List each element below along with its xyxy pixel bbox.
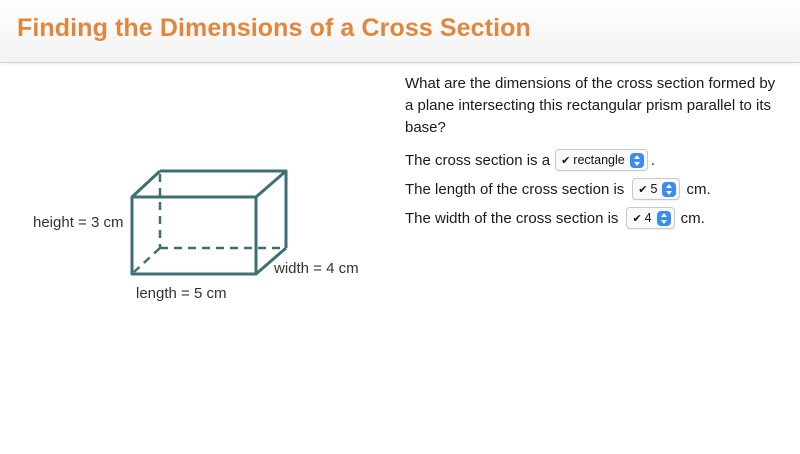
shape-dropdown[interactable] — [555, 149, 648, 171]
width-dropdown[interactable] — [626, 207, 674, 229]
length-suffix: cm. — [686, 180, 711, 198]
up-down-chevron-icon — [662, 182, 676, 197]
prism-front-face — [132, 197, 256, 274]
prism-hidden-depth-edge — [134, 248, 160, 272]
checkmark-icon: ✔ — [638, 183, 648, 196]
prism-top-right-edge — [256, 171, 286, 197]
length-answer-line — [405, 178, 711, 200]
shape-prefix: The cross section is a — [405, 151, 551, 169]
page-title: Finding the Dimensions of a Cross Section — [17, 14, 531, 42]
width-label: width = 4 cm — [274, 260, 359, 277]
prism-back-top-edge — [160, 171, 286, 248]
checkmark-icon: ✔ — [561, 154, 571, 167]
question-text: What are the dimensions of the cross section formed by a plane intersecting this rectangular prism parallel to its base? — [405, 75, 776, 136]
shape-suffix: . — [650, 151, 655, 169]
height-label: height = 3 cm — [33, 214, 124, 231]
prism-top-left-edge — [132, 171, 160, 197]
up-down-chevron-icon — [630, 153, 644, 168]
width-answer-line — [405, 207, 705, 229]
width-prefix: The width of the cross section is — [405, 209, 619, 227]
length-label: length = 5 cm — [136, 285, 227, 302]
width-selected-value: 4 — [644, 211, 652, 225]
shape-answer-line — [405, 149, 655, 171]
checkmark-icon: ✔ — [632, 212, 642, 225]
width-suffix: cm. — [680, 209, 705, 227]
length-selected-value: 5 — [650, 182, 658, 196]
shape-selected-value: rectangle — [573, 153, 625, 167]
length-prefix: The length of the cross section is — [405, 180, 625, 198]
length-dropdown[interactable] — [632, 178, 680, 200]
up-down-chevron-icon — [657, 211, 671, 226]
